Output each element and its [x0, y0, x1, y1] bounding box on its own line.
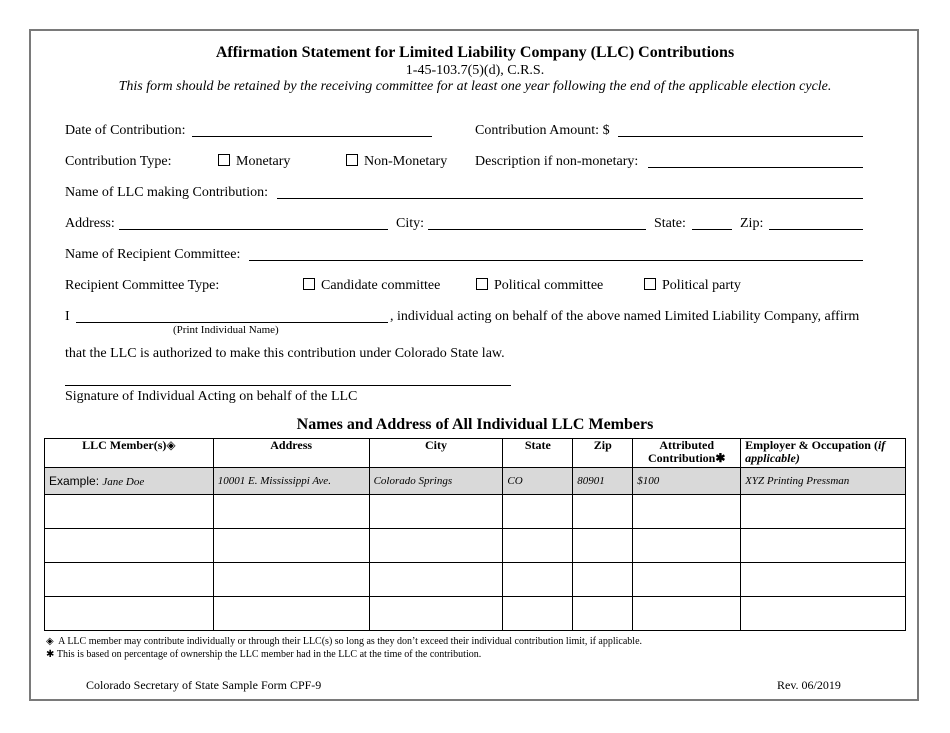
retention-note: This form should be retained by the receiving committee for at least one year following the end of the applicable election cycle.	[118, 79, 832, 94]
city-field[interactable]	[428, 229, 646, 230]
member-cell[interactable]	[45, 529, 214, 563]
zip-field[interactable]	[769, 229, 863, 230]
table-row	[45, 597, 906, 631]
date-label: Date of Contribution:	[65, 123, 186, 138]
form-id: Colorado Secretary of State Sample Form CPF-9	[86, 678, 322, 692]
state-cell[interactable]	[503, 563, 573, 597]
signature-label: Signature of Individual Acting on behalf of the LLC	[65, 389, 358, 404]
revision-date: Rev. 06/2019	[777, 678, 841, 692]
city-label: City:	[396, 216, 425, 231]
recipient-field[interactable]	[249, 260, 863, 261]
contribution-type-label: Contribution Type:	[65, 154, 172, 169]
print-name-field[interactable]	[76, 322, 388, 323]
members-section-title: Names and Address of All Individual LLC Members	[296, 416, 654, 433]
zip-cell[interactable]	[573, 563, 633, 597]
diamond-icon: ◈	[166, 438, 176, 452]
zip-cell[interactable]	[573, 495, 633, 529]
non-monetary-option[interactable]	[346, 154, 447, 170]
table-header-row	[45, 439, 906, 468]
asterisk-icon: ✱	[46, 649, 55, 660]
signature-field[interactable]	[65, 385, 511, 386]
example-employer: XYZ Printing Pressman	[741, 468, 906, 495]
state-label: State:	[654, 216, 686, 231]
monetary-option[interactable]	[218, 154, 290, 170]
llc-name-field[interactable]	[277, 198, 863, 199]
statute-reference: 1-45-103.7(5)(d), C.R.S.	[405, 63, 545, 78]
asterisk-icon: ✱	[715, 451, 726, 465]
recipient-type-label: Recipient Committee Type:	[65, 278, 220, 293]
member-cell[interactable]	[45, 563, 214, 597]
address-cell[interactable]	[213, 597, 369, 631]
header-zip: Zip	[573, 439, 633, 468]
table-row	[45, 529, 906, 563]
note-2: ✱ This is based on percentage of ownership the LLC member had in the LLC at the time of the contribution.	[46, 649, 482, 660]
amount-field[interactable]	[618, 136, 863, 137]
address-label: Address:	[65, 216, 115, 231]
employer-cell[interactable]	[741, 495, 906, 529]
zip-cell[interactable]	[573, 597, 633, 631]
example-contribution: $100	[633, 468, 741, 495]
political-committee-checkbox[interactable]	[476, 278, 488, 290]
description-label: Description if non-monetary:	[475, 154, 639, 169]
members-table	[44, 438, 906, 631]
example-address: 10001 E. Mississippi Ave.	[213, 468, 369, 495]
header-member: LLC Member(s)◈	[45, 439, 214, 468]
state-cell[interactable]	[503, 597, 573, 631]
zip-label: Zip:	[740, 216, 764, 231]
amount-label: Contribution Amount: $	[475, 123, 610, 138]
monetary-checkbox[interactable]	[218, 154, 230, 166]
print-name-caption: (Print Individual Name)	[173, 324, 279, 336]
table-row	[45, 495, 906, 529]
address-cell[interactable]	[213, 563, 369, 597]
example-member: Example: Jane Doe	[45, 468, 214, 495]
city-cell[interactable]	[369, 597, 503, 631]
description-field[interactable]	[648, 167, 863, 168]
affirmation-text-1: , individual acting on behalf of the above named Limited Liability Company, affirm	[390, 309, 860, 324]
recipient-label: Name of Recipient Committee:	[65, 247, 241, 262]
non-monetary-label: Non-Monetary	[364, 154, 448, 169]
candidate-label: Candidate committee	[321, 278, 441, 293]
employer-cell[interactable]	[741, 529, 906, 563]
political-committee-option[interactable]	[476, 278, 603, 294]
political-party-label: Political party	[662, 278, 741, 293]
zip-cell[interactable]	[573, 529, 633, 563]
state-field[interactable]	[692, 229, 732, 230]
city-cell[interactable]	[369, 563, 503, 597]
note-1: ◈ A LLC member may contribute individually or through their LLC(s) so long as they don’t exceed their individual contribution limit, if applicable.	[46, 636, 643, 647]
header-state: State	[503, 439, 573, 468]
non-monetary-checkbox[interactable]	[346, 154, 358, 166]
llc-name-label: Name of LLC making Contribution:	[65, 185, 268, 200]
political-party-checkbox[interactable]	[644, 278, 656, 290]
candidate-option[interactable]	[303, 278, 440, 294]
example-row	[45, 468, 906, 495]
employer-cell[interactable]	[741, 563, 906, 597]
form-title: Affirmation Statement for Limited Liability Company (LLC) Contributions	[215, 44, 735, 61]
date-field[interactable]	[192, 136, 432, 137]
affirmation-prefix: I	[65, 309, 70, 324]
diamond-icon: ◈	[46, 636, 54, 647]
example-city: Colorado Springs	[369, 468, 503, 495]
address-cell[interactable]	[213, 495, 369, 529]
table-row	[45, 563, 906, 597]
contribution-cell[interactable]	[633, 529, 741, 563]
city-cell[interactable]	[369, 495, 503, 529]
monetary-label: Monetary	[236, 154, 291, 169]
political-party-option[interactable]	[644, 278, 741, 294]
contribution-cell[interactable]	[633, 563, 741, 597]
header-contribution: Attributed Contribution✱	[633, 439, 741, 468]
header-city: City	[369, 439, 503, 468]
example-state: CO	[503, 468, 573, 495]
member-cell[interactable]	[45, 597, 214, 631]
address-cell[interactable]	[213, 529, 369, 563]
employer-cell[interactable]	[741, 597, 906, 631]
contribution-cell[interactable]	[633, 597, 741, 631]
city-cell[interactable]	[369, 529, 503, 563]
address-field[interactable]	[119, 229, 388, 230]
contribution-cell[interactable]	[633, 495, 741, 529]
political-committee-label: Political committee	[494, 278, 604, 293]
state-cell[interactable]	[503, 529, 573, 563]
affirmation-text-2: that the LLC is authorized to make this contribution under Colorado State law.	[65, 346, 505, 361]
candidate-checkbox[interactable]	[303, 278, 315, 290]
state-cell[interactable]	[503, 495, 573, 529]
example-zip: 80901	[573, 468, 633, 495]
member-cell[interactable]	[45, 495, 214, 529]
header-employer: Employer & Occupation (if applicable)	[741, 439, 906, 468]
header-address: Address	[213, 439, 369, 468]
